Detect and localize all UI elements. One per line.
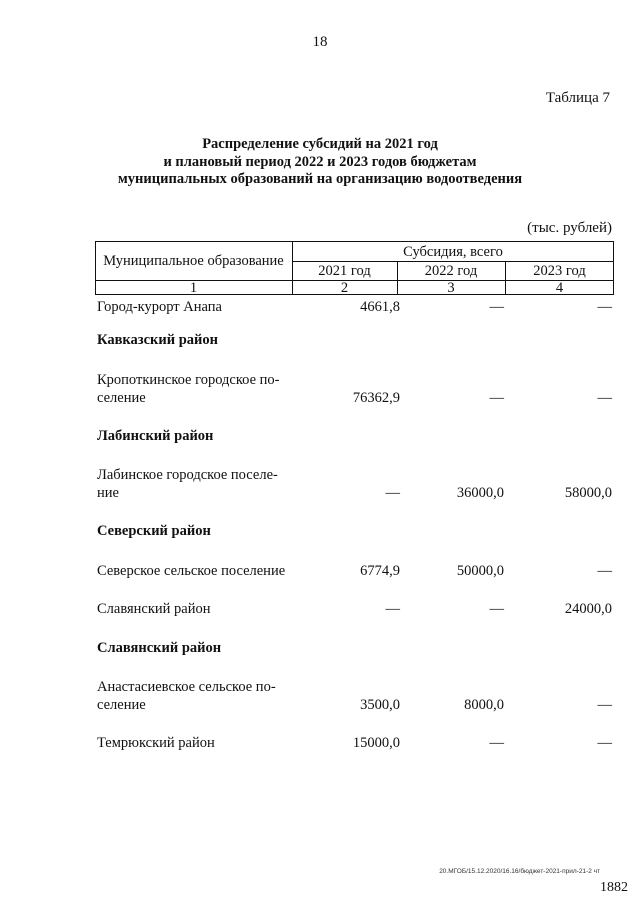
row-name: Город-курорт Анапа xyxy=(97,299,222,315)
value-2021: 6774,9 xyxy=(360,563,400,579)
row-name-line: Лабинское городское поселе- xyxy=(97,467,278,483)
district-name: Северский район xyxy=(97,523,211,539)
district-name: Кавказский район xyxy=(97,332,219,348)
title-line-1: Распределение субсидий на 2021 год xyxy=(202,136,438,152)
value-2021: 15000,0 xyxy=(352,735,400,751)
header-year-2021: 2021 год xyxy=(318,263,371,279)
value-2023: — xyxy=(597,735,612,751)
value-2023: — xyxy=(597,390,612,406)
value-2022: 8000,0 xyxy=(464,697,504,713)
district-name: Славянский район xyxy=(97,640,222,656)
header-col-num-3: 3 xyxy=(447,280,455,296)
value-2021: 76362,9 xyxy=(352,390,400,406)
header-year-2023: 2023 год xyxy=(533,263,586,279)
value-2022: — xyxy=(489,390,504,406)
table-label: Таблица 7 xyxy=(545,90,610,106)
header-municipality: Муниципальное образование xyxy=(103,253,284,269)
row-name-line: селение xyxy=(97,390,146,406)
table-header xyxy=(95,241,614,295)
value-2023: 24000,0 xyxy=(564,601,612,617)
header-col-num-4: 4 xyxy=(555,280,564,296)
value-2021: — xyxy=(385,601,400,617)
page-number: 18 xyxy=(312,34,328,50)
district-name: Лабинский район xyxy=(97,428,214,444)
value-2023: — xyxy=(597,697,612,713)
header-col-num-2: 2 xyxy=(340,280,349,296)
row-name: Северское сельское поселение xyxy=(97,563,286,579)
row-name-line: ние xyxy=(97,485,119,501)
value-2022: 50000,0 xyxy=(456,563,504,579)
row-name-line: Кропоткинское городское по- xyxy=(97,372,280,388)
value-2023: — xyxy=(597,299,612,315)
row-name: Славянский район xyxy=(97,601,211,617)
footer-document-code: 20.МГОБ/15.12.2020/16.16/бюджет-2021-прил-21-2 чт xyxy=(439,868,600,875)
header-subsidy-total: Субсидия, всего xyxy=(403,244,503,260)
footer-page-number: 1882 xyxy=(600,880,628,895)
row-name: Темрюкский район xyxy=(97,735,215,751)
value-2022: — xyxy=(489,299,504,315)
header-year-2022: 2022 год xyxy=(424,263,478,279)
value-2022: — xyxy=(489,735,504,751)
value-2022: 36000,0 xyxy=(456,485,504,501)
row-name-line: селение xyxy=(97,697,146,713)
row-name xyxy=(97,371,302,407)
title-line-2: и плановый период 2022 и 2023 годов бюджетам xyxy=(163,153,477,170)
row-name xyxy=(97,466,302,502)
title-line-3: муниципальных образований на организацию водоотведения xyxy=(117,171,523,187)
value-2021: 4661,8 xyxy=(360,299,400,315)
value-2022: — xyxy=(489,601,504,617)
value-2023: 58000,0 xyxy=(564,485,612,501)
row-name xyxy=(97,678,302,714)
document-title xyxy=(0,136,640,189)
value-2021: 3500,0 xyxy=(360,697,400,713)
row-name-line: Анастасиевское сельское по- xyxy=(97,679,276,695)
value-2021: — xyxy=(385,485,400,501)
units-label: (тыс. рублей) xyxy=(527,220,612,236)
value-2023: — xyxy=(597,563,612,579)
header-col-num-1: 1 xyxy=(189,280,198,296)
